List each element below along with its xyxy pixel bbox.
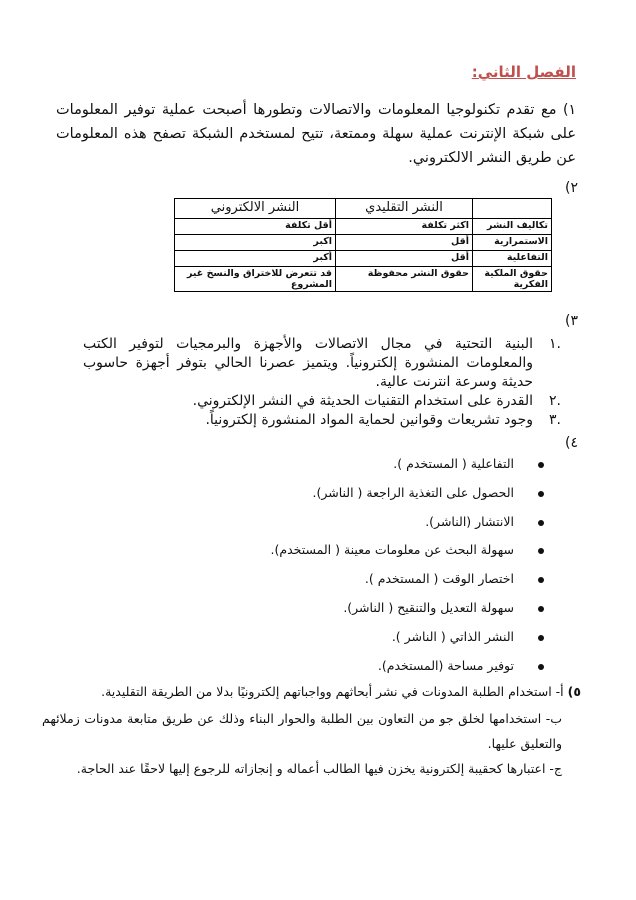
bullet-item [144, 450, 544, 479]
answer-2-number: ٢) [565, 180, 578, 196]
bullet-icon [538, 548, 544, 554]
answer-1-text: مع تقدم تكنولوجيا المعلومات والاتصالات وتطورها أصبحت عملية توفير المعلومات على شبكة الإنترنت عملية سهلة وممتعة، تتيح لمستخدم الشبكة تصفح هذه المعلومات عن طريق النشر الالكتروني. [56, 102, 576, 166]
bullet-text: اختصار الوقت ( المستخدم ). [364, 571, 514, 587]
table-cell: أقل تكلفة [175, 219, 336, 235]
table-cell: أكبر [175, 251, 336, 267]
bullet-text: الحصول على التغذية الراجعة ( الناشر). [312, 484, 514, 500]
bullet-item [144, 652, 544, 681]
publishing-comparison-table [174, 198, 552, 292]
chapter-title: الفصل الثاني: [471, 63, 576, 81]
list-item-number: .٣ [549, 412, 561, 428]
bullet-item [144, 623, 544, 652]
bullet-icon [538, 635, 544, 641]
table-row [175, 267, 552, 292]
bullet-item [144, 508, 544, 537]
advantages-list [144, 450, 544, 680]
bullet-icon [538, 606, 544, 612]
bullet-icon [538, 577, 544, 583]
table-cell: حقوق النشر محفوظة [336, 267, 473, 292]
table-row [175, 251, 552, 267]
list-item [83, 392, 561, 411]
table-cell: اكثر تكلفة [336, 219, 473, 235]
table-cell: تكاليف النشر [473, 219, 552, 235]
table-header-row [175, 199, 552, 219]
table-header-cell [473, 199, 552, 219]
bullet-item [144, 594, 544, 623]
answer-5-number: ٥) [567, 684, 581, 699]
bullet-text: الانتشار (الناشر). [425, 513, 514, 529]
table-cell: أقل [336, 251, 473, 267]
list-item-text: وجود تشريعات وقوانين لحماية المواد المنشورة إلكترونياً. [205, 412, 533, 428]
factors-list [83, 335, 561, 430]
bullet-item [144, 479, 544, 508]
answer-3-number: ٣) [565, 313, 578, 329]
table-row [175, 235, 552, 251]
table-cell: التفاعلية [473, 251, 552, 267]
table-cell: قد تتعرض للاختراق والنسخ غير المشروع [175, 267, 336, 292]
bullet-text: النشر الذاتي ( الناشر ). [391, 628, 514, 644]
bullet-icon [538, 491, 544, 497]
list-item-text: القدرة على استخدام التقنيات الحديثة في النشر الإلكتروني. [192, 393, 533, 409]
answer-5-a [31, 681, 581, 703]
answer-4-number: ٤) [565, 435, 578, 451]
list-item-number: .٢ [549, 393, 561, 409]
answer-5-b: ب- استخدامها لخلق جو من التعاون بين الطلبة والحوار البناء وذلك عن طريق متابعة مدونات زملائهم والتعليق عليها. [42, 711, 562, 751]
bullet-icon [538, 664, 544, 670]
table-cell: الاستمرارية [473, 235, 552, 251]
list-item [83, 335, 561, 392]
bullet-icon [538, 520, 544, 526]
list-item-number: .١ [549, 336, 561, 352]
bullet-item [144, 536, 544, 565]
bullet-icon [538, 462, 544, 468]
table-header-cell: النشر التقليدي [336, 199, 473, 219]
bullet-text: توفير مساحة (المستخدم). [377, 657, 514, 673]
list-item [83, 411, 561, 430]
table-header-cell: النشر الالكتروني [175, 199, 336, 219]
bullet-text: سهولة التعديل والتنقيح ( الناشر). [343, 599, 514, 615]
answer-1 [56, 98, 576, 170]
table-row [175, 219, 552, 235]
bullet-text: سهولة البحث عن معلومات معينة ( المستخدم). [270, 542, 514, 558]
table-cell: حقوق الملكية الفكرية [473, 267, 552, 292]
answer-1-number: ١) [563, 102, 577, 118]
answer-5-c: ج- اعتبارها كحقيبة إلكترونية يخزن فيها الطالب أعماله و إنجازاته للرجوع إليها لاحقًا عند الحاجة. [76, 761, 562, 776]
bullet-text: التفاعلية ( المستخدم ). [393, 456, 514, 471]
table-cell: اكبر [175, 235, 336, 251]
bullet-item [144, 565, 544, 594]
answer-5-a-text: أ- استخدام الطلبة المدونات في نشر أبحاثهم وواجباتهم إلكترونيًا بدلا من الطريقة التقليدية. [101, 684, 564, 699]
table-cell: أقل [336, 235, 473, 251]
list-item-text: البنية التحتية في مجال الاتصالات والأجهزة والبرمجيات لتوفير الكتب والمعلومات المنشورة إلكترونياً. ويتميز عصرنا الحالي بتوفر أجهزة حاسوب حديثة وسرعة انترنت عالية. [83, 336, 533, 390]
